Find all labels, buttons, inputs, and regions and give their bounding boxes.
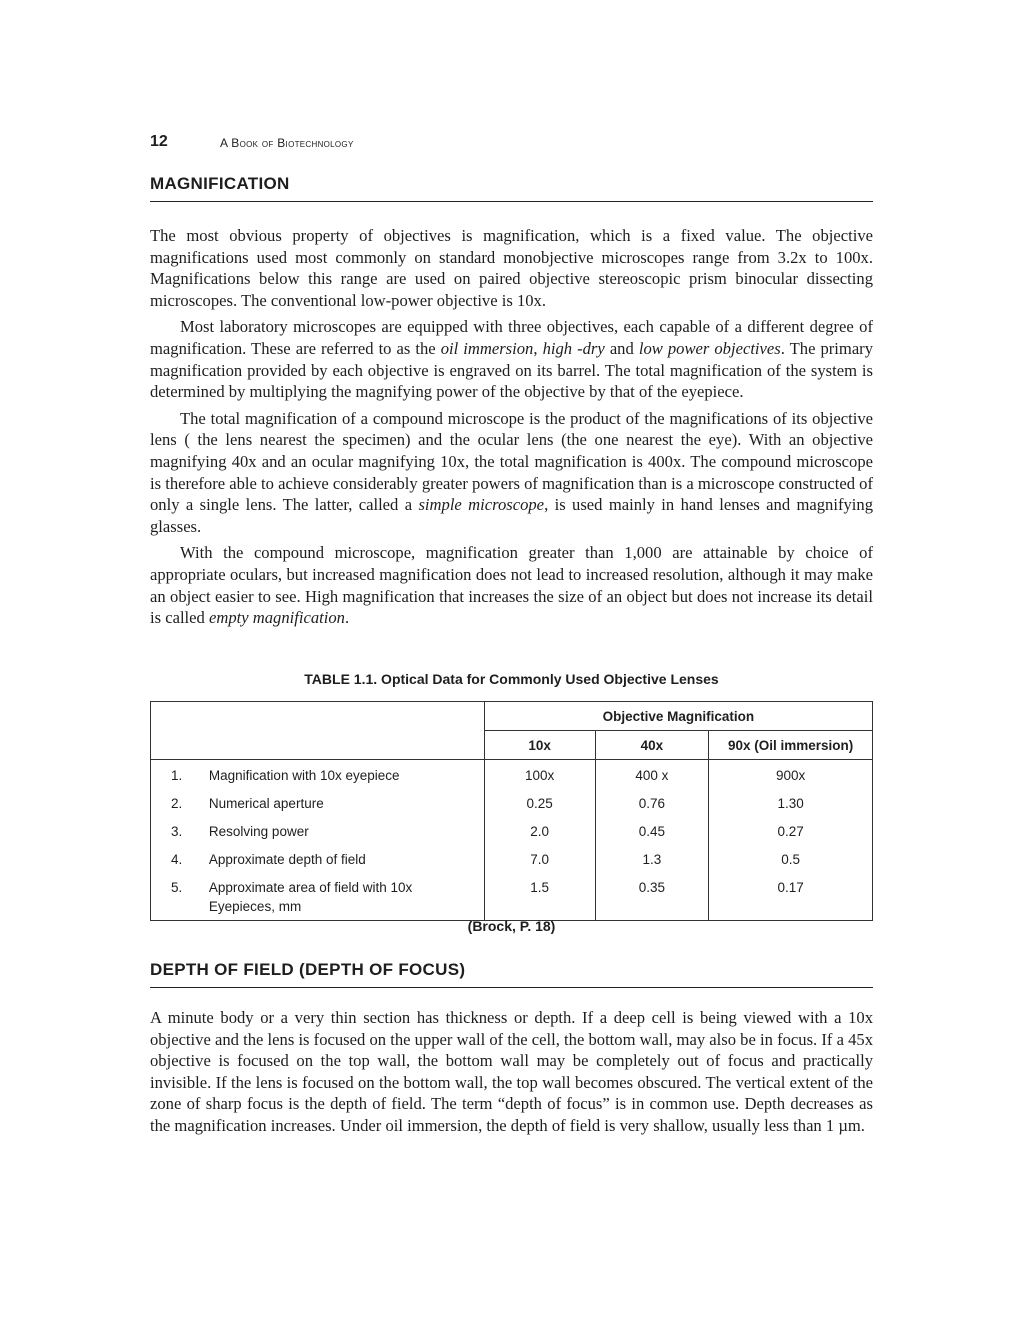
table-cell: 0.5 [709, 848, 873, 876]
optical-data-table [150, 701, 873, 921]
paragraph: Most laboratory microscopes are equipped with three objectives, each capable of a different degree of magnification. These are referred to as the oil immersion, high -dry and low power objectives. The primary magnification provided by each objective is engraved on its barrel. The total magnification of the system is determined by multiplying the magnifying power of the objective by that of the eyepiece. [150, 317, 874, 402]
table-cell: 0.45 [595, 820, 709, 848]
table-cell: 100x [484, 760, 595, 793]
column-header: 10x [484, 731, 595, 760]
table-source: (Brock, P. 18) [467, 918, 556, 934]
row-label: Numerical aperture [209, 792, 484, 820]
table-cell: 400 x [595, 760, 709, 793]
section-heading-magnification: MAGNIFICATION [150, 174, 873, 202]
row-number: 1. [151, 760, 209, 793]
table-group-header: Objective Magnification [484, 702, 872, 731]
table-corner-cell [151, 702, 485, 760]
row-label: Approximate depth of field [209, 848, 484, 876]
column-header: 40x [595, 731, 709, 760]
table-caption: TABLE 1.1. Optical Data for Commonly Used Objective Lenses [304, 671, 719, 687]
paragraph: A minute body or a very thin section has thickness or depth. If a deep cell is being viewed with a 10x objective and the lens is focused on the upper wall of the cell, the bottom wall, may also be in focus. If a 45x objective is focused on the top wall, the bottom wall may be completely out of focus and practically invisible. If the lens is focused on the bottom wall, the top wall becomes obscured. The vertical extent of the zone of sharp focus is the depth of field. The term “depth of focus” is in common use. Depth decreases as the magnification increases. Under oil immersion, the depth of field is very shallow, usually less than 1 µm. [150, 1008, 873, 1135]
row-number: 3. [151, 820, 209, 848]
row-label: Magnification with 10x eyepiece [209, 760, 484, 793]
row-label: Approximate area of field with 10x Eyepieces, mm [209, 876, 484, 921]
table-cell: 0.27 [709, 820, 873, 848]
table-cell: 0.17 [709, 876, 873, 921]
column-header: 90x (Oil immersion) [709, 731, 873, 760]
table-row [151, 848, 873, 876]
italic-term: oil immersion [440, 338, 534, 358]
table-row [151, 760, 873, 793]
row-number: 2. [151, 792, 209, 820]
row-number: 4. [151, 848, 209, 876]
italic-term: high -dry [542, 338, 605, 358]
table-cell: 0.25 [484, 792, 595, 820]
paragraph: The most obvious property of objectives is magnification, which is a fixed value. The objective magnifications used most commonly on standard monobjective microscopes range from 3.2x to 100x. Magnifications below this range are used on paired objective stereoscopic prism binocular dissecting microscopes. The conventional low-power objective is 10x. [150, 226, 873, 310]
italic-term: empty magnification [208, 608, 345, 628]
table-cell: 2.0 [484, 820, 595, 848]
magnification-body [150, 225, 873, 634]
paragraph: With the compound microscope, magnification greater than 1,000 are attainable by choice of appropriate oculars, but increased magnification does not lead to increased resolution, although it may make an object easier to see. High magnification that increases the size of an object but does not increase its detail is called empty magnification. [150, 543, 873, 628]
running-head [150, 133, 354, 151]
table-cell: 1.5 [484, 876, 595, 921]
row-label: Resolving power [209, 820, 484, 848]
table-cell: 0.76 [595, 792, 709, 820]
depth-of-field-body [150, 1007, 873, 1142]
italic-term: low power objectives [638, 338, 781, 358]
table-row [151, 820, 873, 848]
table-cell: 1.30 [709, 792, 873, 820]
italic-term: simple microscope [418, 495, 545, 515]
table-cell: 900x [709, 760, 873, 793]
row-number: 5. [151, 876, 209, 921]
book-title: A Book of Biotechnology [220, 136, 354, 150]
section-heading-depth-of-field: DEPTH OF FIELD (DEPTH OF FOCUS) [150, 960, 873, 988]
row-label-continuation: Eyepieces, mm [208, 899, 302, 914]
table-cell: 0.35 [595, 876, 709, 921]
table-row [151, 876, 873, 921]
paragraph: The total magnification of a compound microscope is the product of the magnifications of its objective lens ( the lens nearest the specimen) and the ocular lens (the one nearest the eye). With an objective magnifying 40x and an ocular magnifying 10x, the total magnification is 400x. The compound microscope is therefore able to achieve considerably greater powers of magnification than is a microscope constructed of only a single lens. The latter, called a simple microscope, is used mainly in hand lenses and magnifying glasses. [150, 408, 873, 536]
table-cell: 1.3 [595, 848, 709, 876]
table-cell: 7.0 [484, 848, 595, 876]
page-number: 12 [150, 133, 168, 150]
table-row [151, 792, 873, 820]
